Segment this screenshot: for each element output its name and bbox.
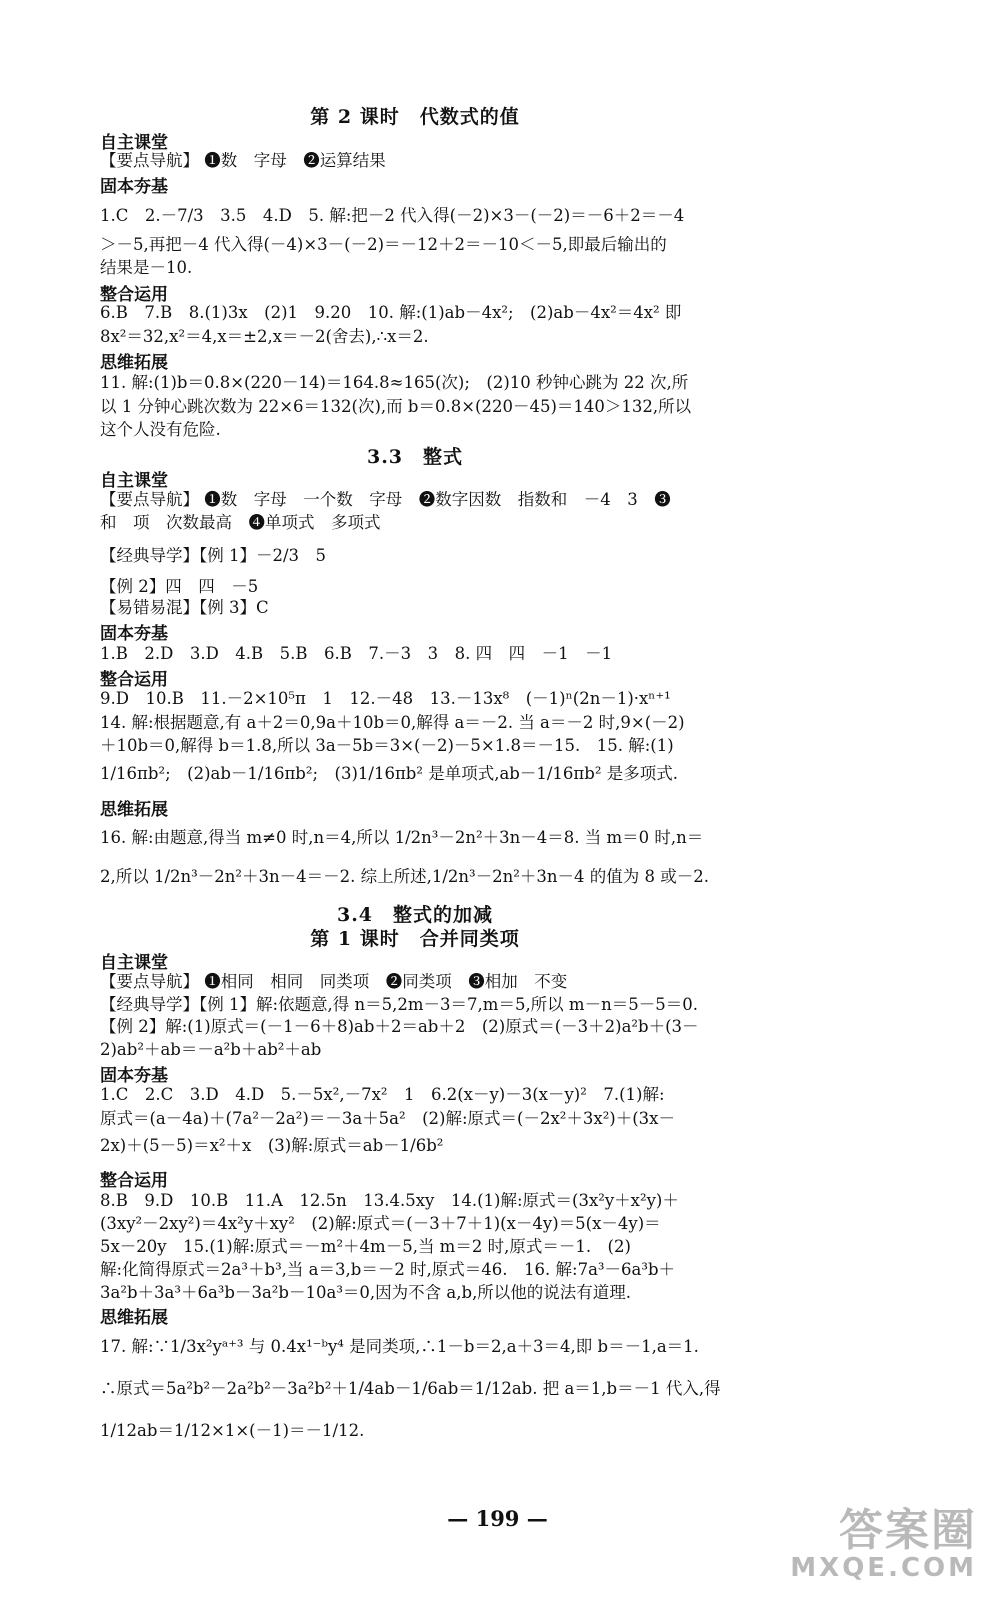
subsection-heading: 整合运用 <box>100 1171 168 1191</box>
answer-line: 16. 解:由题意,得当 m≠0 时,n＝4,所以 1/2n³－2n²＋3n－4＝8. 当 m＝0 时,n＝ <box>100 828 704 847</box>
answer-line: 8x²＝32,x²＝4,x＝±2,x＝－2(舍去),∴x＝2. <box>100 327 429 346</box>
answer-line: 【经典导学】【例 1】解:依题意,得 n＝5,2m－3＝7,m＝5,所以 m－n＝5－5＝0. <box>100 995 698 1014</box>
answer-line: 【要点导航】 ❶数 字母 ❷运算结果 <box>100 151 386 170</box>
answer-line: 【易错易混】【例 3】C <box>100 598 269 617</box>
answer-line: 2,所以 1/2n³－2n²＋3n－4＝－2. 综上所述,1/2n³－2n²＋3n－4 的值为 8 或－2. <box>100 867 710 886</box>
subsection-heading: 自主课堂 <box>100 133 168 153</box>
answer-line: 8.B 9.D 10.B 11.A 12.5n 13.4.5xy 14.(1)解:原式＝(3x²y＋x²y)＋ <box>100 1191 679 1210</box>
subsection-heading: 自主课堂 <box>100 953 168 973</box>
answer-line: 【要点导航】 ❶数 字母 一个数 字母 ❷数字因数 指数和 －4 3 ❸ <box>100 490 671 509</box>
answer-line: 和 项 次数最高 ❹单项式 多项式 <box>100 513 381 532</box>
answer-line: (3xy²－2xy²)＝4x²y＋xy² (2)解:原式＝(－3＋7＋1)(x－4y)＝5(x－4y)＝ <box>100 1214 661 1233</box>
answer-line: 5x－20y 15.(1)解:原式＝－m²＋4m－5,当 m＝2 时,原式＝－1. (2) <box>100 1237 631 1256</box>
answer-line: 【例 2】四 四 －5 <box>100 577 259 596</box>
watermark-logo: 答案圈 <box>839 1505 977 1556</box>
answer-line: 2x)＋(5－5)＝x²＋x (3)解:原式＝ab－1/6b² <box>100 1136 444 1155</box>
subsection-heading: 固本夯基 <box>100 624 168 644</box>
answer-line: ＋10b＝0,解得 b＝1.8,所以 3a－5b＝3×(－2)－5×1.8＝－15. 15. 解:(1) <box>100 736 674 755</box>
answer-line: 1/16πb²; (2)ab－1/16πb²; (3)1/16πb² 是单项式,ab－1/16πb² 是多项式. <box>100 764 678 783</box>
answer-line: 1.C 2.－7/3 3.5 4.D 5. 解:把－2 代入得(－2)×3－(－2)＝－6＋2＝－4 <box>100 206 685 225</box>
subsection-heading: 自主课堂 <box>100 471 168 491</box>
answer-line: 解:化简得原式＝2a³＋b³,当 a＝3,b＝－2 时,原式＝46. 16. 解:7a³－6a³b＋ <box>100 1260 676 1279</box>
answer-line: ∴原式＝5a²b²－2a²b²－3a²b²＋1/4ab－1/6ab＝1/12ab. 把 a＝1,b＝－1 代入,得 <box>100 1379 721 1398</box>
subsection-heading: 固本夯基 <box>100 1066 168 1086</box>
answer-line: 17. 解:∵1/3x²yᵃ⁺³ 与 0.4x¹⁻ᵇy⁴ 是同类项,∴1－b＝2,a＋3＝4,即 b＝－1,a＝1. <box>100 1337 699 1356</box>
answer-line: 6.B 7.B 8.(1)3x (2)1 9.20 10. 解:(1)ab－4x²; (2)ab－4x²＝4x² 即 <box>100 303 682 322</box>
section-title: 第 2 课时 代数式的值 <box>310 106 520 128</box>
page-number: — 199 — <box>447 1506 548 1531</box>
answer-line: 以 1 分钟心跳次数为 22×6＝132(次),而 b＝0.8×(220－45)＝140＞132,所以 <box>100 397 692 416</box>
answer-line: 1.B 2.D 3.D 4.B 5.B 6.B 7.－3 3 8. 四 四 －1 －1 <box>100 644 613 663</box>
subsection-heading: 思维拓展 <box>100 1308 168 1328</box>
answer-line: 【例 2】解:(1)原式＝(－1－6＋8)ab＋2＝ab＋2 (2)原式＝(－3＋2)a²b＋(3－ <box>100 1017 699 1036</box>
section-title: 3.4 整式的加减 <box>336 904 494 926</box>
answer-line: 1.C 2.C 3.D 4.D 5.－5x²,－7x² 1 6.2(x－y)－3(x－y)² 7.(1)解: <box>100 1085 665 1104</box>
answer-line: 9.D 10.B 11.－2×10⁵π 1 12.－48 13.－13x⁸ (－1)ⁿ(2n－1)·xⁿ⁺¹ <box>100 689 671 708</box>
answer-line: 2)ab²＋ab＝－a²b＋ab²＋ab <box>100 1040 322 1059</box>
subsection-heading: 思维拓展 <box>100 800 168 820</box>
answer-line: 【经典导学】【例 1】－2/3 5 <box>100 546 327 565</box>
watermark <box>790 1505 977 1583</box>
answer-line: 14. 解:根据题意,有 a＋2＝0,9a＋10b＝0,解得 a＝－2. 当 a＝－2 时,9×(－2) <box>100 713 685 732</box>
answer-line: 结果是－10. <box>100 258 193 277</box>
answer-line: 11. 解:(1)b＝0.8×(220－14)＝164.8≈165(次); (2)10 秒钟心跳为 22 次,所 <box>100 373 689 392</box>
answer-line: 3a²b＋3a³＋6a³b－3a²b－10a³＝0,因为不含 a,b,所以他的说法有道理. <box>100 1283 632 1302</box>
answer-line: 原式＝(a－4a)＋(7a²－2a²)＝－3a＋5a² (2)解:原式＝(－2x²＋3x²)＋(3x－ <box>100 1109 675 1128</box>
subsection-heading: 固本夯基 <box>100 177 168 197</box>
subsection-heading: 整合运用 <box>100 670 168 690</box>
section-title: 3.3 整式 <box>366 446 464 468</box>
watermark-url: MXQE.COM <box>790 1553 977 1583</box>
subsection-heading: 思维拓展 <box>100 353 168 373</box>
answer-line: 1/12ab＝1/12×1×(－1)＝－1/12. <box>100 1421 365 1440</box>
answer-line: ＞－5,再把－4 代入得(－4)×3－(－2)＝－12＋2＝－10＜－5,即最后输出的 <box>100 235 667 254</box>
subsection-heading: 整合运用 <box>100 285 168 305</box>
answer-line: 这个人没有危险. <box>100 420 221 439</box>
answer-line: 【要点导航】 ❶相同 相同 同类项 ❷同类项 ❸相加 不变 <box>100 972 568 991</box>
section-title: 第 1 课时 合并同类项 <box>310 928 520 950</box>
